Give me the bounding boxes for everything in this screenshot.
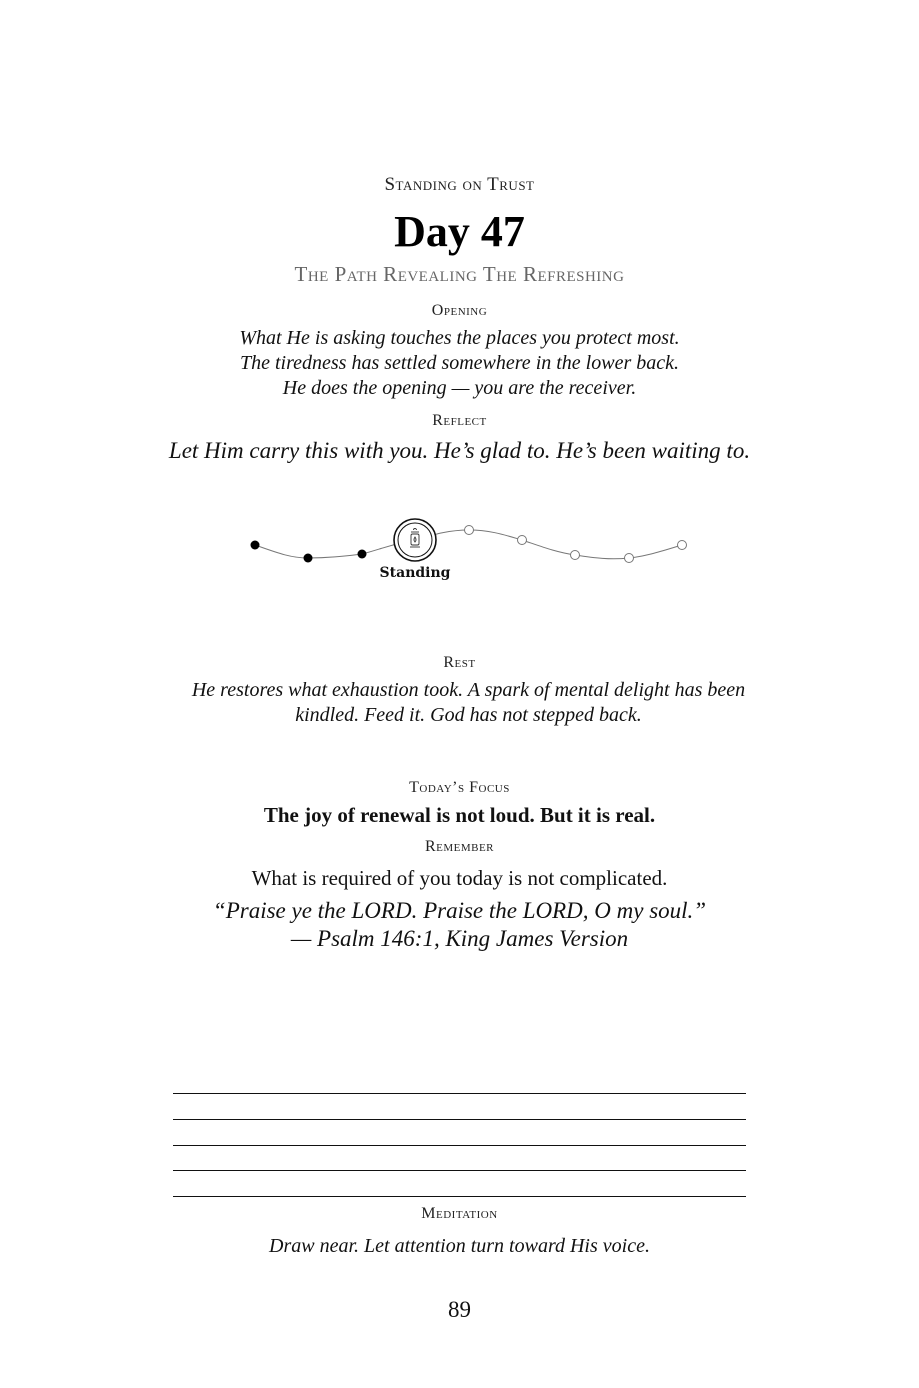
upcoming-step-node xyxy=(625,554,634,563)
verse-text: “Praise ye the LORD. Praise the LORD, O my soul.” xyxy=(212,898,707,923)
day-subtitle: The Path Revealing The Refreshing xyxy=(294,262,625,286)
opening-label: Opening xyxy=(431,302,488,319)
upcoming-step-node xyxy=(518,536,527,545)
current-step-node xyxy=(394,519,436,561)
opening-line: What He is asking touches the places you protect most. xyxy=(239,327,680,349)
scripture-verse xyxy=(0,897,919,953)
upcoming-step-node xyxy=(678,541,687,550)
journey-path xyxy=(0,500,919,590)
remember-text: What is required of you today is not complicated. xyxy=(251,866,668,890)
journal-line[interactable] xyxy=(173,1196,746,1197)
meditation-label: Meditation xyxy=(421,1205,498,1222)
focus-label: Today’s Focus xyxy=(409,779,510,796)
completed-step-node xyxy=(304,554,313,563)
day-title: Day 47 xyxy=(394,207,525,256)
series-title: Standing on Trust xyxy=(384,174,535,195)
rest-label: Rest xyxy=(443,654,476,671)
upcoming-step-node xyxy=(571,551,580,560)
journal-line[interactable] xyxy=(173,1145,746,1146)
completed-step-node xyxy=(251,541,260,550)
journal-line[interactable] xyxy=(173,1119,746,1120)
journey-nodes xyxy=(251,519,687,563)
verse-reference: — Psalm 146:1, King James Version xyxy=(290,926,629,951)
reflect-text: Let Him carry this with you. He’s glad to. He’s been waiting to. xyxy=(168,438,751,463)
opening-line: He does the opening — you are the receiver. xyxy=(282,377,637,399)
remember-label: Remember xyxy=(424,838,495,855)
journal-line[interactable] xyxy=(173,1170,746,1171)
reflect-label: Reflect xyxy=(432,412,487,429)
meditation-text: Draw near. Let attention turn toward His voice. xyxy=(269,1235,650,1257)
focus-text: The joy of renewal is not loud. But it is real. xyxy=(263,803,656,827)
upcoming-step-node xyxy=(465,526,474,535)
opening-line: The tiredness has settled somewhere in the lower back. xyxy=(239,352,679,374)
rest-text: He restores what exhaustion took. A spark of mental delight has been kindled. Feed it. God has not stepped back. xyxy=(191,679,746,726)
completed-step-node xyxy=(358,550,367,559)
page-number: 89 xyxy=(448,1297,471,1322)
journal-line[interactable] xyxy=(173,1093,746,1094)
current-step-label: Standing xyxy=(379,565,451,581)
opening-text xyxy=(0,326,919,401)
